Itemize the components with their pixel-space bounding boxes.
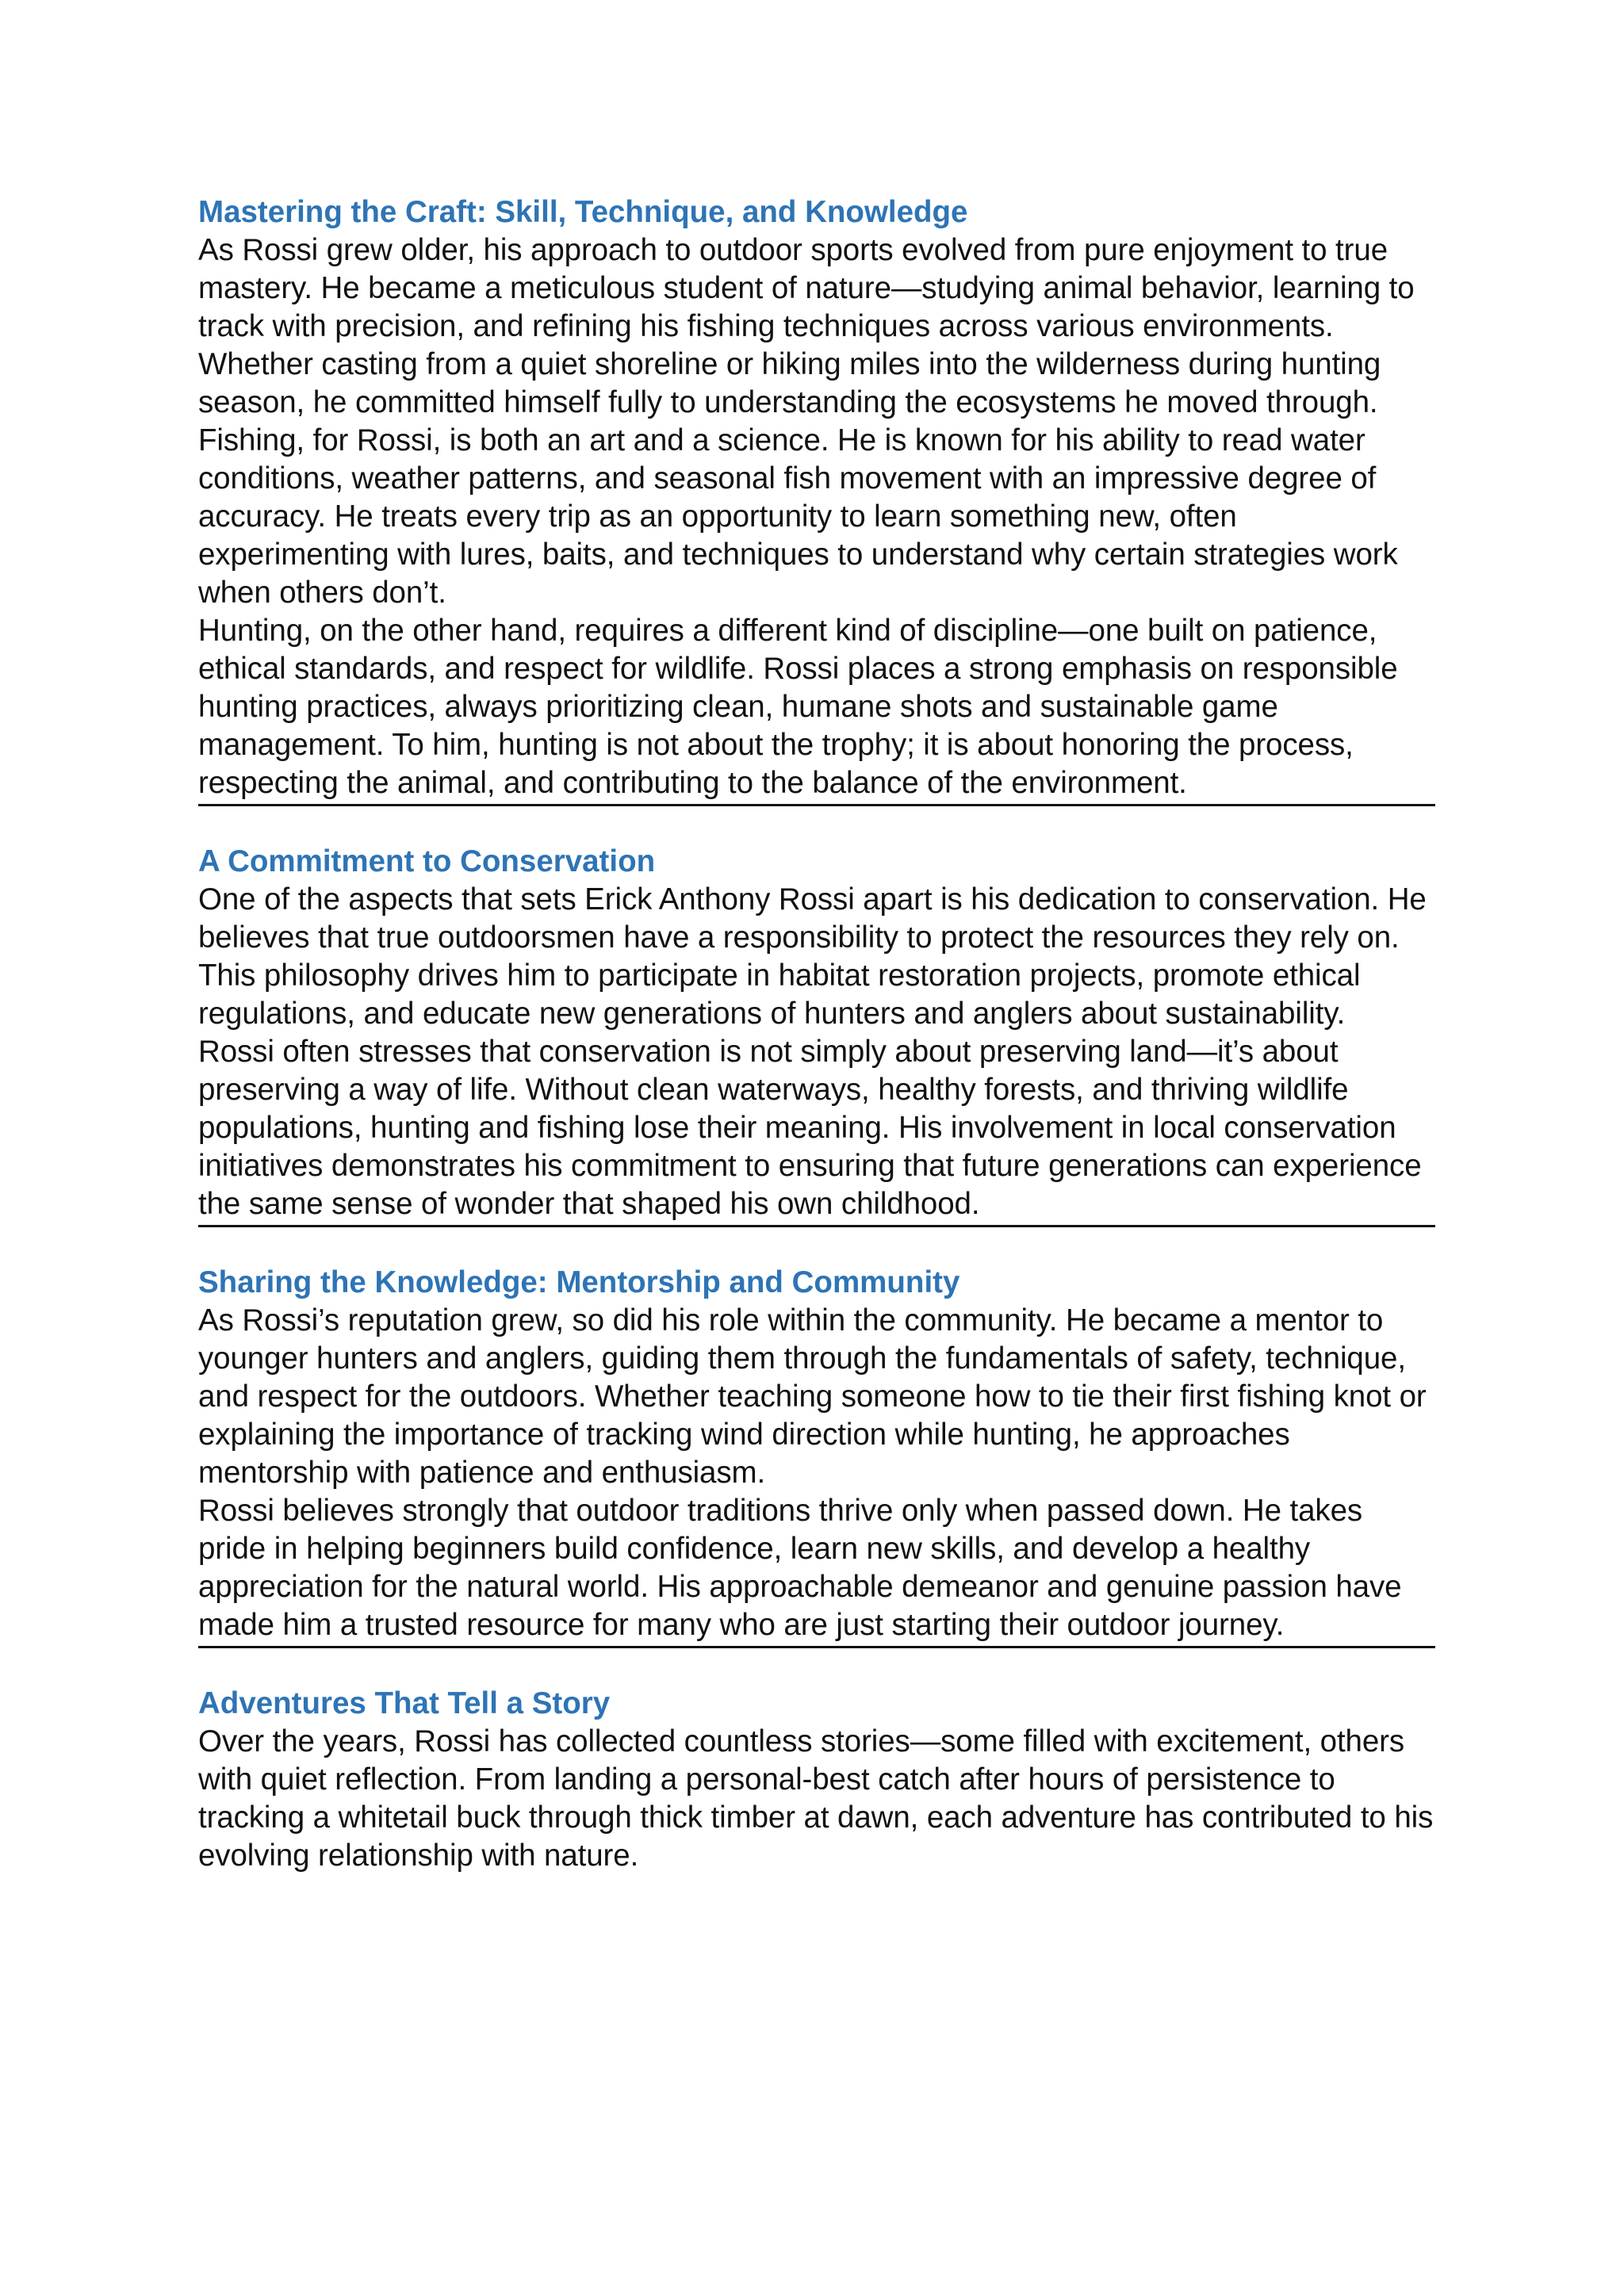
section-heading: Mastering the Craft: Skill, Technique, and Knowledge [198,195,968,229]
paragraph: Fishing, for Rossi, is both an art and a science. He is known for his ability to read water conditions, weather patterns, and seasonal fish movement with an impressive degree of accuracy. He treats every trip as an opportunity to learn something new, often experimenting with lures, baits, and techniques to understand why certain strategies work when others don’t. [198,423,1398,610]
paragraph: Rossi often stresses that conservation is not simply about preserving land—it’s about preserving a way of life. Without clean waterways, healthy forests, and thriving wildlife populations, hunting and fishing lose their meaning. His involvement in local conservation initiatives demonstrates his commitment to ensuring that future generations can experience the same sense of wonder that shaped his own childhood. [198,1035,1422,1221]
section-divider [198,1646,1435,1648]
paragraph: Rossi believes strongly that outdoor traditions thrive only when passed down. He takes pride in helping beginners build confidence, learn new skills, and develop a healthy appreciation for the natural world. His approachable demeanor and genuine passion have made him a trusted resource for many who are just starting their outdoor journey. [198,1494,1402,1642]
section-divider [198,1225,1435,1227]
document-page [198,193,1435,1875]
section-commitment-to-conservation [198,843,1435,1227]
section-heading: Sharing the Knowledge: Mentorship and Community [198,1265,960,1299]
paragraph: Hunting, on the other hand, requires a different kind of discipline—one built on patience, ethical standards, and respect for wildlife. Rossi places a strong emphasis on responsible hunting practices, always prioritizing clean, humane shots and sustainable game management. To him, hunting is not about the trophy; it is about honoring the process, respecting the animal, and contributing to the balance of the environment. [198,614,1398,800]
section-heading: A Commitment to Conservation [198,844,656,878]
section-heading: Adventures That Tell a Story [198,1686,611,1720]
paragraph: As Rossi grew older, his approach to outdoor sports evolved from pure enjoyment to true mastery. He became a meticulous student of nature—studying animal behavior, learning to track with precision, and refining his fishing techniques across various environments. Whether casting from a quiet shoreline or hiking miles into the wilderness during hunting season, he committed himself fully to understanding the ecosystems he moved through. [198,233,1415,419]
section-sharing-the-knowledge [198,1264,1435,1648]
paragraph: As Rossi’s reputation grew, so did his role within the community. He became a mentor to younger hunters and anglers, guiding them through the fundamentals of safety, technique, and respect for the outdoors. Whether teaching someone how to tie their first fishing knot or explaining the importance of tracking wind direction while hunting, he approaches mentorship with patience and enthusiasm. [198,1303,1427,1490]
section-mastering-the-craft [198,193,1435,806]
paragraph: One of the aspects that sets Erick Anthony Rossi apart is his dedication to conservation. He believes that true outdoorsmen have a responsibility to protect the resources they rely on. This philosophy drives him to participate in habitat restoration projects, promote ethical regulations, and educate new generations of hunters and anglers about sustainability. [198,882,1427,1031]
section-divider [198,804,1435,806]
paragraph: Over the years, Rossi has collected countless stories—some filled with excitement, others with quiet reflection. From landing a personal-best catch after hours of persistence to tracking a whitetail buck through thick timber at dawn, each adventure has contributed to his evolving relationship with nature. [198,1724,1434,1873]
section-adventures-that-tell-a-story [198,1685,1435,1875]
